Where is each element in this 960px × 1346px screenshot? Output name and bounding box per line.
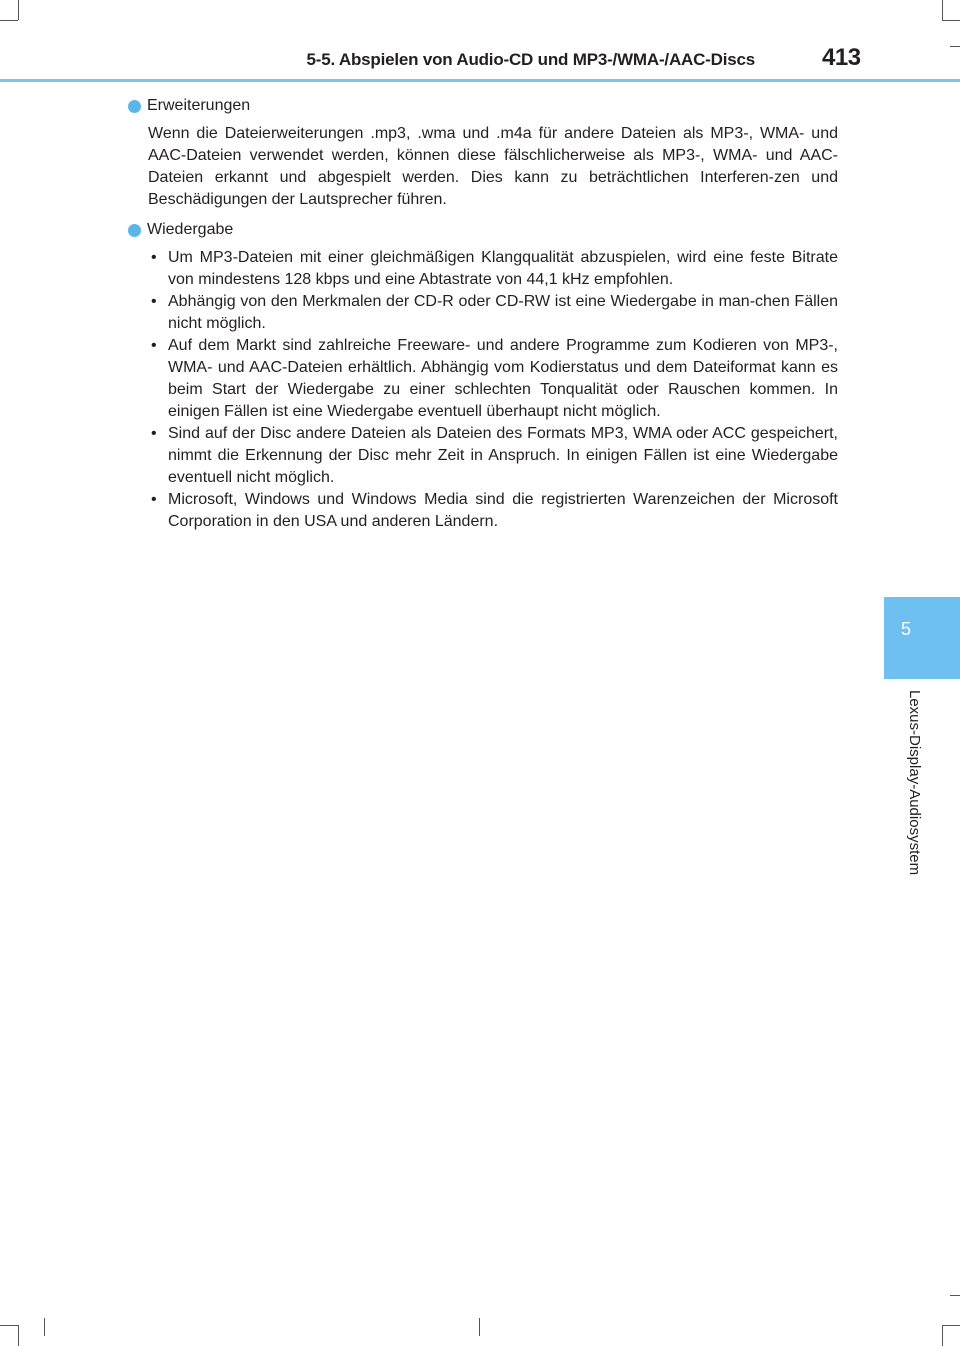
chapter-tab: [884, 597, 960, 679]
list-item-text: Sind auf der Disc andere Dateien als Dateien des Formats MP3, WMA oder ACC gespeichert, nimmt die Erkennung der Disc mehr Zeit in Anspruch. In einigen Fällen ist eine Wiedergabe eventuell nicht möglich.: [168, 425, 838, 486]
header-rule: [0, 79, 960, 82]
list-item: [148, 489, 838, 533]
bullet-icon: •: [151, 491, 157, 508]
bullet-circle-icon: [128, 100, 141, 113]
chapter-number: 5: [900, 619, 911, 639]
crop-mark: [950, 46, 960, 47]
list-item-text: Um MP3-Dateien mit einer gleichmäßigen Klangqualität abzuspielen, wird eine feste Bitrate von mindestens 128 kbps und eine Abtastrate von 44,1 kHz empfohlen.: [168, 249, 838, 288]
bullet-icon: •: [151, 249, 157, 266]
list-item-text: Abhängig von den Merkmalen der CD-R oder CD-RW ist eine Wiedergabe in man-chen Fällen nicht möglich.: [168, 293, 838, 332]
crop-mark: [0, 20, 18, 21]
bullet-circle-icon: [128, 224, 141, 237]
list-item-text: Microsoft, Windows und Windows Media sind die registrierten Warenzeichen der Microsoft Corporation in den USA und anderen Ländern.: [168, 491, 838, 530]
bullet-icon: •: [151, 425, 157, 442]
page-content: [128, 95, 838, 541]
list-item: [148, 335, 838, 423]
list-item-text: Auf dem Markt sind zahlreiche Freeware- und andere Programme zum Kodieren von MP3-, WMA- und AAC-Dateien erhältlich. Abhängig vom Kodierstatus und dem Dateiformat kann es beim Start der Wiedergabe zu einer schlechten Tonqualität oder Rauschen kommen. In einigen Fällen ist eine Wiedergabe eventuell überhaupt nicht möglich.: [168, 337, 838, 420]
bullet-icon: •: [151, 293, 157, 310]
bullet-list: [128, 247, 838, 533]
list-item: [148, 291, 838, 335]
section-paragraph: Wenn die Dateierweiterungen .mp3, .wma und .m4a für andere Dateien als MP3-, WMA- und AAC-Dateien verwendet werden, können diese fälschlicherweise als MP3-, WMA- und AAC-Dateien erkannt und abgespielt werden. Dies kann zu beträchtlichen Interferen-zen und Beschädigungen der Lautsprecher führen.: [148, 125, 838, 208]
section-heading: [128, 95, 838, 117]
crop-mark: [18, 0, 19, 20]
section-heading: [128, 219, 838, 241]
section-title: Wiedergabe: [147, 221, 234, 238]
crop-mark: [942, 20, 960, 21]
chapter-label: Lexus-Display-Audiosystem: [906, 690, 923, 876]
list-item: [148, 247, 838, 291]
crop-mark: [18, 1325, 19, 1346]
crop-mark: [950, 1295, 960, 1296]
bullet-icon: •: [151, 337, 157, 354]
crop-mark: [44, 1318, 45, 1336]
crop-mark: [942, 1325, 960, 1326]
list-item: [148, 423, 838, 489]
section-title: Erweiterungen: [147, 97, 251, 114]
running-header: 5-5. Abspielen von Audio-CD und MP3-/WMA-/AAC-Discs: [306, 50, 755, 69]
crop-mark: [479, 1318, 480, 1336]
section-wiedergabe: [128, 219, 838, 533]
crop-mark: [942, 1325, 943, 1346]
crop-mark: [942, 0, 943, 20]
page-number: 413: [822, 44, 861, 71]
crop-mark: [0, 1325, 18, 1326]
section-erweiterungen: [128, 95, 838, 211]
